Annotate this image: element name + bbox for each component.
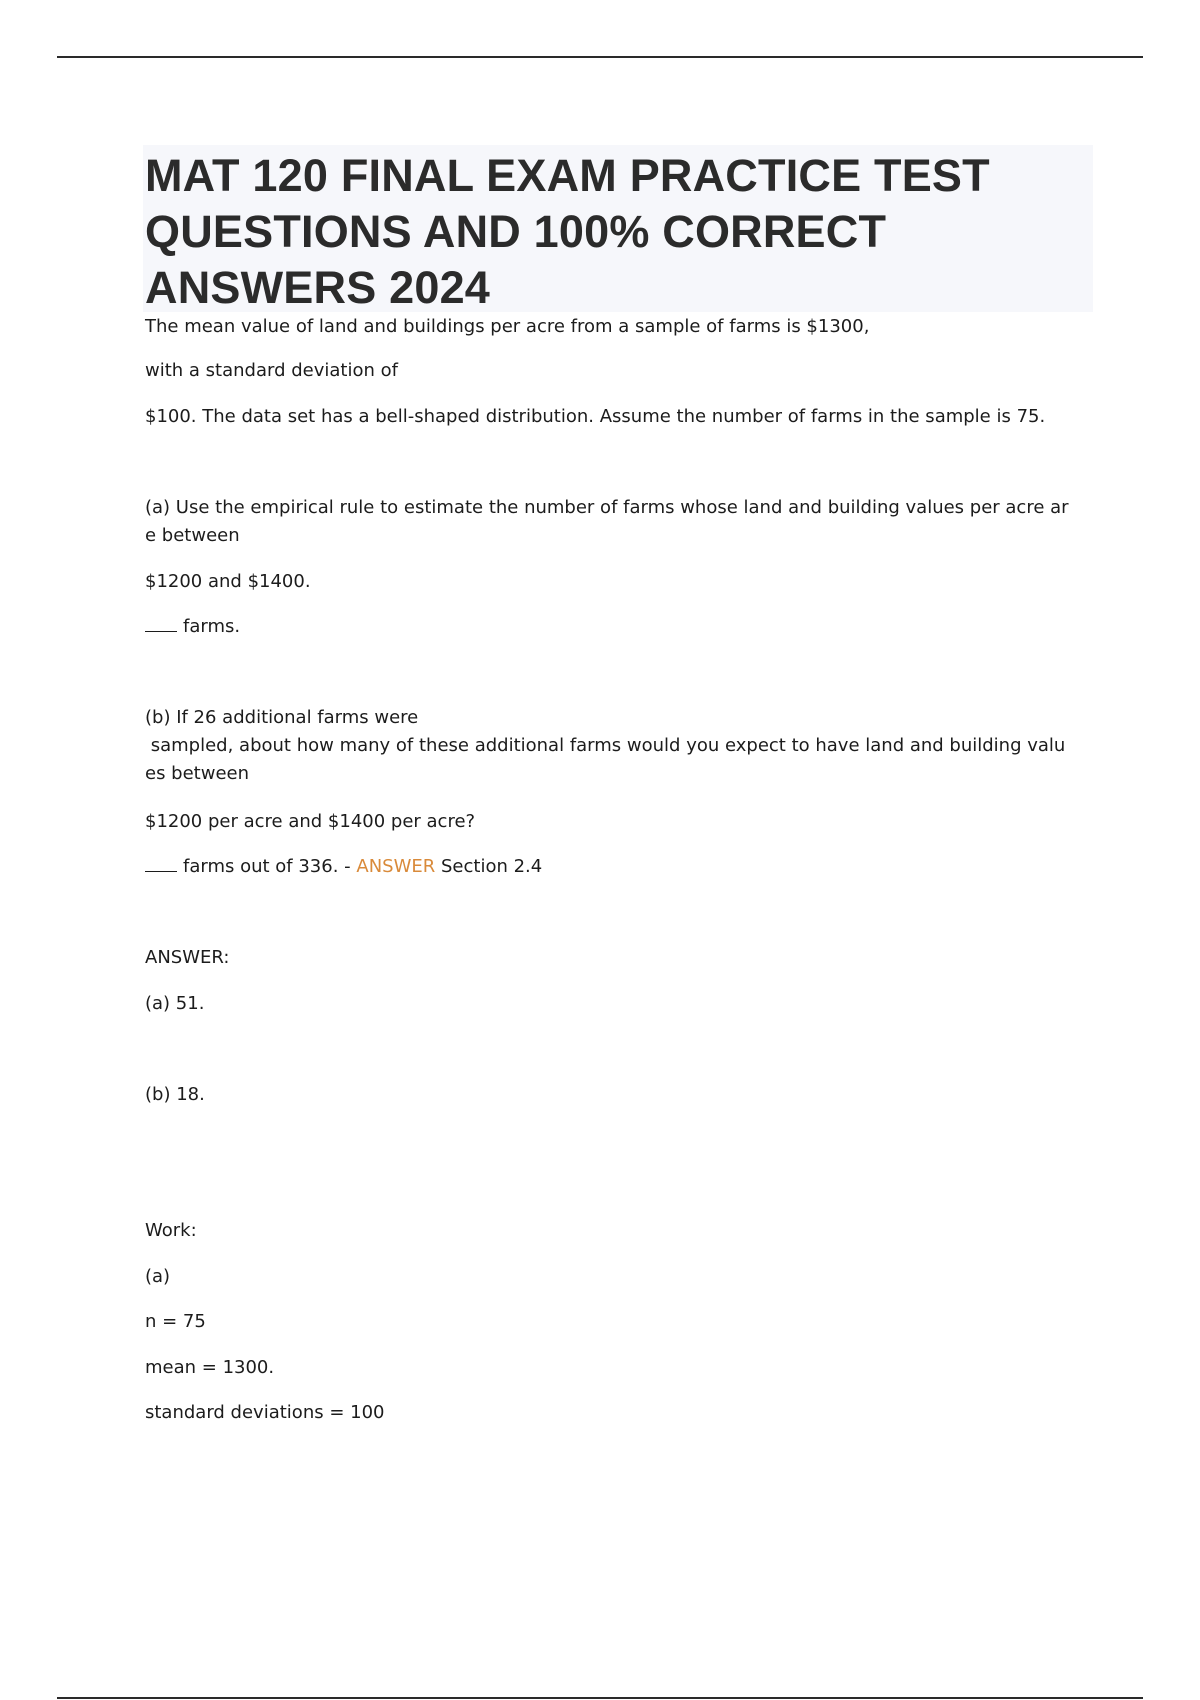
paragraph-std-dev: with a standard deviation of xyxy=(145,360,398,381)
work-n: n = 75 xyxy=(145,1311,206,1332)
question-b-blank-line xyxy=(145,853,1090,881)
work-mean: mean = 1300. xyxy=(145,1357,275,1378)
section-reference: Section 2.4 xyxy=(435,856,543,877)
question-b-prefix: farms out of 336. - xyxy=(183,856,357,877)
answer-heading: ANSWER: xyxy=(145,947,230,968)
question-b-range: $1200 per acre and $1400 per acre? xyxy=(145,811,476,832)
work-heading: Work: xyxy=(145,1220,197,1241)
answer-b: (b) 18. xyxy=(145,1084,205,1105)
top-rule xyxy=(57,56,1143,58)
answer-a: (a) 51. xyxy=(145,993,205,1014)
document-title: MAT 120 FINAL EXAM PRACTICE TEST QUESTIONS AND 100% CORRECT ANSWERS 2024 xyxy=(145,150,990,313)
question-a-blank-line xyxy=(145,613,1090,641)
answer-tag: ANSWER xyxy=(356,856,436,877)
question-a-text: (a) Use the empirical rule to estimate the number of farms whose land and building values per acre ar e between xyxy=(145,497,1069,546)
question-b-text: (b) If 26 additional farms were sampled, about how many of these additional farms would you expect to have land and building valu es between xyxy=(145,707,1066,784)
paragraph-distribution: $100. The data set has a bell-shaped distribution. Assume the number of farms in the sample is 75. xyxy=(145,406,1046,427)
bottom-rule xyxy=(57,1697,1143,1699)
question-a-unit: farms. xyxy=(183,616,241,637)
answer-blank xyxy=(145,617,177,632)
question-a-range: $1200 and $1400. xyxy=(145,571,311,592)
answer-blank xyxy=(145,857,177,872)
work-std-dev: standard deviations = 100 xyxy=(145,1402,385,1423)
work-part-a: (a) xyxy=(145,1266,171,1287)
paragraph-mean-value: The mean value of land and buildings per acre from a sample of farms is $1300, xyxy=(145,316,870,337)
